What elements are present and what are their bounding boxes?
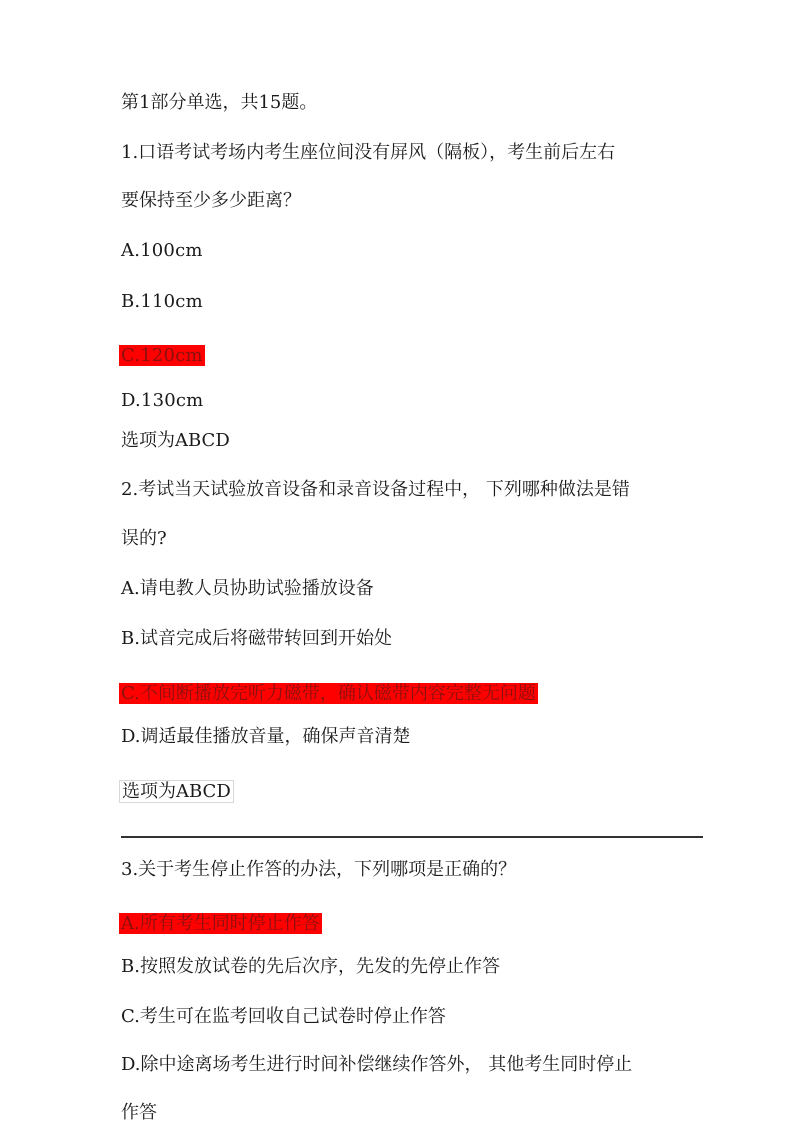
highlight-mark: A.所有考生同时停止作答 bbox=[121, 913, 320, 934]
question-3-option-d: D.除中途离场考生进行时间补偿继续作答外， 其他考生同时停止 bbox=[121, 1054, 633, 1075]
question-1-choices-note: 选项为ABCD bbox=[121, 430, 230, 451]
question-1-option-d: D.130cm bbox=[121, 390, 204, 411]
question-2-option-d: D.调适最佳播放音量，确保声音清楚 bbox=[121, 726, 411, 747]
question-3-option-c: C.考生可在监考回收自己试卷时停止作答 bbox=[121, 1006, 446, 1027]
question-1-stem-line1: 1.口语考试考场内考生座位间没有屏风（隔板），考生前后左右 bbox=[121, 142, 616, 163]
question-3-stem-line1: 3.关于考生停止作答的办法，下列哪项是正确的？ bbox=[121, 859, 517, 880]
question-1-option-c-highlighted bbox=[121, 343, 205, 369]
horizontal-rule bbox=[121, 836, 703, 838]
question-3-option-b: B.按照发放试卷的先后次序，先发的先停止作答 bbox=[121, 956, 500, 977]
question-2-stem-line1: 2.考试当天试验放音设备和录音设备过程中， 下列哪种做法是错 bbox=[121, 479, 630, 500]
choices-note-box: 选项为ABCD bbox=[119, 780, 234, 803]
highlight-mark: C.120cm bbox=[121, 345, 203, 366]
question-3-option-a-highlighted bbox=[121, 911, 322, 937]
question-2-option-a: A.请电教人员协助试验播放设备 bbox=[121, 578, 374, 599]
section-header: 第1部分单选，共15题。 bbox=[121, 92, 318, 113]
question-1-stem-line2: 要保持至少多少距离？ bbox=[121, 190, 301, 211]
question-3-option-d-continuation: 作答 bbox=[121, 1102, 157, 1123]
question-2-option-c-highlighted bbox=[121, 681, 538, 707]
question-2-stem-line2: 误的? bbox=[121, 528, 167, 549]
question-1-option-b: B.110cm bbox=[121, 291, 203, 312]
question-2-option-b: B.试音完成后将磁带转回到开始处 bbox=[121, 628, 392, 649]
question-1-option-a: A.100cm bbox=[121, 240, 203, 261]
question-2-choices-note bbox=[121, 779, 234, 805]
highlight-mark: C.不间断播放完听力磁带，确认磁带内容完整无问题 bbox=[121, 683, 536, 704]
